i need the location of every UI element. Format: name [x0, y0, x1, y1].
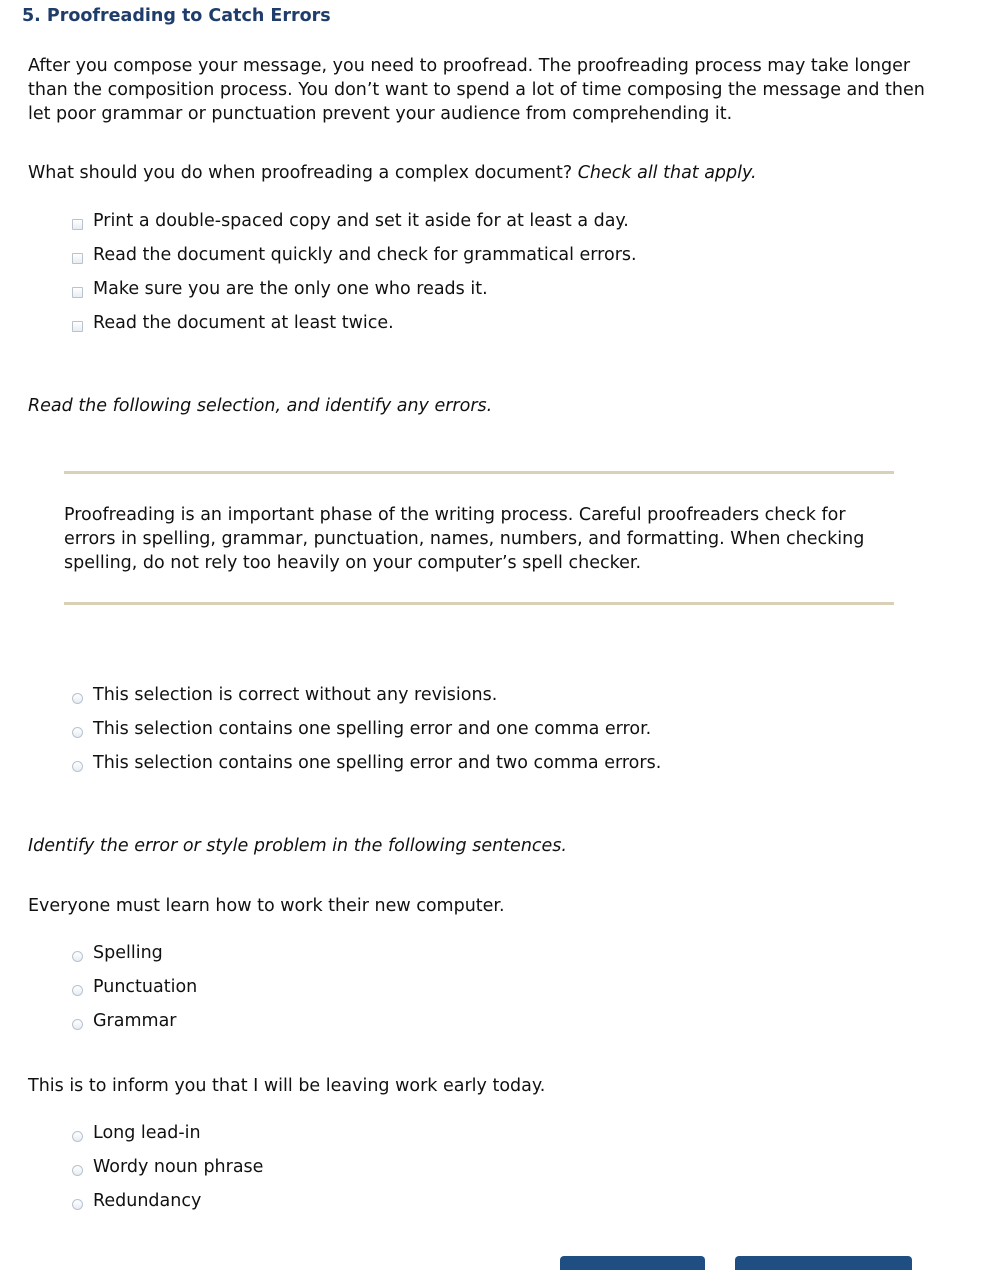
- checkbox[interactable]: [72, 321, 83, 332]
- primary-button-left[interactable]: [560, 1256, 705, 1270]
- question2-option-1[interactable]: [72, 683, 497, 707]
- question1-prompt-hint: Check all that apply.: [577, 163, 757, 183]
- question1-option-4[interactable]: [72, 311, 394, 335]
- question4-option-2[interactable]: [72, 1155, 263, 1179]
- radio-button[interactable]: [72, 693, 83, 704]
- question2-option-2[interactable]: [72, 717, 651, 741]
- excerpt-bottom-rule: [64, 602, 894, 605]
- section-title: 5. Proofreading to Catch Errors: [22, 6, 331, 26]
- question3-sentence: Everyone must learn how to work their new computer.: [28, 896, 505, 916]
- question1-prompt-text: What should you do when proofreading a complex document?: [28, 163, 573, 183]
- question2-option-3[interactable]: [72, 751, 661, 775]
- primary-button-right[interactable]: [735, 1256, 912, 1270]
- intro-paragraph: After you compose your message, you need to proofread. The proofreading process may take longer than the composition process. You don’t want to spend a lot of time composing the message and then let poor grammar or punctuation prevent your audience from comprehending it.: [28, 56, 925, 124]
- checkbox[interactable]: [72, 287, 83, 298]
- checkbox[interactable]: [72, 219, 83, 230]
- option-label: Spelling: [93, 943, 163, 963]
- radio-button[interactable]: [72, 727, 83, 738]
- option-label: Redundancy: [93, 1191, 202, 1211]
- radio-button[interactable]: [72, 951, 83, 962]
- radio-button[interactable]: [72, 1165, 83, 1176]
- question4-option-1[interactable]: [72, 1121, 201, 1145]
- option-label: This selection is correct without any revisions.: [93, 685, 498, 705]
- checkbox[interactable]: [72, 253, 83, 264]
- excerpt-text: Proofreading is an important phase of the writing process. Careful proofreaders check for errors in spelling, grammar, punctuation, names, numbers, and formatting. When checking spelling, do not rely too heavily on your computer’s spell checker.: [64, 505, 865, 573]
- question1-option-1[interactable]: [72, 209, 629, 233]
- option-label: Make sure you are the only one who reads it.: [93, 279, 488, 299]
- question4-option-3[interactable]: [72, 1189, 201, 1213]
- radio-button[interactable]: [72, 985, 83, 996]
- option-label: Grammar: [93, 1011, 177, 1031]
- question1-option-2[interactable]: [72, 243, 637, 267]
- option-label: Wordy noun phrase: [93, 1157, 264, 1177]
- option-label: Read the document quickly and check for grammatical errors.: [93, 245, 637, 265]
- radio-button[interactable]: [72, 1019, 83, 1030]
- option-label: Read the document at least twice.: [93, 313, 394, 333]
- option-label: This selection contains one spelling error and one comma error.: [93, 719, 652, 739]
- radio-button[interactable]: [72, 1131, 83, 1142]
- question3-option-3[interactable]: [72, 1009, 177, 1033]
- radio-button[interactable]: [72, 1199, 83, 1210]
- option-label: Long lead-in: [93, 1123, 201, 1143]
- question3-option-1[interactable]: [72, 941, 163, 965]
- option-label: Print a double-spaced copy and set it aside for at least a day.: [93, 211, 629, 231]
- question1-prompt: [28, 161, 757, 185]
- question1-option-3[interactable]: [72, 277, 488, 301]
- question4-sentence: This is to inform you that I will be leaving work early today.: [28, 1076, 546, 1096]
- option-label: Punctuation: [93, 977, 198, 997]
- option-label: This selection contains one spelling error and two comma errors.: [93, 753, 662, 773]
- question3-instruction: Identify the error or style problem in the following sentences.: [28, 836, 567, 856]
- question3-option-2[interactable]: [72, 975, 197, 999]
- radio-button[interactable]: [72, 761, 83, 772]
- question2-instruction: Read the following selection, and identify any errors.: [28, 396, 493, 416]
- excerpt-top-rule: [64, 471, 894, 474]
